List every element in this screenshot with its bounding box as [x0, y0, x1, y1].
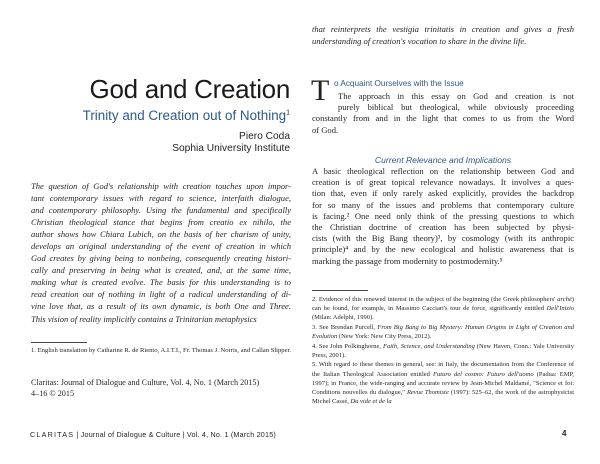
paragraph-line: constantly from and in the light that comes to us from the Word: [312, 113, 574, 124]
abstract-line: author shows how Chiara Lubich, on the basis of her charism of unity,: [31, 229, 291, 240]
journal-citation: [31, 377, 291, 399]
footnote-3: 3. See Brendan Purcell, From Big Bang to Big Mystery: Human Origins in Light of Creation and Evolution (New York: New City Press, 2012).: [312, 323, 574, 340]
paragraph-line: the Christian doctrine of creation has been subjected by physi-: [312, 222, 574, 233]
author-name: Piero Coda: [239, 131, 290, 142]
footer-brand: CLARITAS: [30, 430, 75, 439]
citation-line-2: 4–16 © 2015: [31, 389, 75, 398]
abstract: [31, 180, 291, 325]
footer-journal: Journal of Dialogue & Culture: [80, 430, 181, 439]
paragraph-line: is facing.² One need only think of the pressing questions to which: [312, 210, 574, 221]
footer-separator: |: [182, 430, 185, 439]
abstract-line: Christian theological stance that begins from creatio ex nihilo, the: [31, 217, 291, 228]
paragraph-line: principle)⁴ and by the new ecological and holistic awareness that is: [312, 244, 574, 255]
article-subtitle: [30, 108, 290, 123]
footnote-2: 2. Evidence of this renewed interest in the subject of the beginning (the Greek philosophers' archē) can be found, for example, in Massimo Cacciari's tour de force, significantly entitled Dell'Inizio (Milan: Adelphi, 1990).: [312, 296, 574, 322]
paragraph-line: for so many of the issues and problems that contemporary culture: [312, 199, 574, 210]
abstract-continuation: that reinterprets the vestigia trinitatis in creation and gives a fresh understanding of creation's vocation to share in the divine life.: [312, 24, 574, 46]
citation-line-1: Claritas: Journal of Dialogue and Culture, Vol. 4, No. 1 (March 2015): [31, 378, 260, 387]
footnote-4: 4. See John Polkinghorne, Faith, Science, and Understanding (New Haven, Conn.: Yale University Press, 2001).: [312, 342, 574, 359]
footnote-divider-left: [31, 342, 87, 343]
page-number: 4: [562, 429, 567, 438]
footnotes-right: [312, 295, 574, 407]
footnote-divider-right: [312, 290, 368, 291]
paragraph-line: of God.: [312, 124, 339, 135]
abstract-line: and contemporary philosophy. Using the fundamental and specifically: [31, 205, 291, 216]
paragraph-line: A basic theological reflection on the relationship between God and: [312, 166, 574, 176]
subsection-title: Current Relevance and Implications: [374, 155, 512, 165]
footer-issue: Vol. 4, No. 1 (March 2015): [186, 430, 276, 439]
body-paragraph: [312, 166, 574, 267]
paragraph-line: purely biblical but theological, while obviously proceeding: [338, 102, 574, 113]
paragraph-line: creation is of great topical relevance nowadays. It involves a ques-: [312, 177, 574, 188]
abstract-line: cally and preserving in being what is created, and, at the same time,: [31, 265, 291, 276]
drop-cap: T: [311, 74, 330, 107]
abstract-line: vine love that, as a result of its own dynamic, is both One and Three.: [31, 301, 291, 312]
abstract-line: tant contemporary issues with regard to science, interfaith dialogue,: [31, 193, 291, 204]
paragraph-line: marking the passage from modernity to postmodernity.⁵: [312, 255, 503, 266]
footnote-left: 1. English translation by Catharine R. de Riento, A.I.T.I., Fr. Thomas J. Norris, and Callan Slipper.: [31, 347, 291, 354]
author-block: [30, 131, 290, 155]
abstract-line: develops an original understanding of the event of creation in which: [31, 241, 291, 252]
abstract-line: The question of God's relationship with creation touches upon impor-: [31, 181, 291, 191]
subtitle-text: Trinity and Creation out of Nothing: [82, 108, 287, 123]
abstract-line: read creation out of nothing in light of a radical understanding of di-: [31, 289, 291, 300]
footer-separator: |: [76, 430, 79, 439]
paragraph-line: cists (with the Big Bang theory)³, by cosmology (with its anthropic: [312, 233, 574, 244]
abstract-line: God creates by giving being to nonbeing, consequently creating histori-: [31, 253, 291, 264]
article-title: God and Creation: [89, 74, 290, 104]
section-title: o Acquaint Ourselves with the Issue: [334, 79, 464, 88]
abstract-line: making what is created evolve. The basis for this understanding is to: [31, 277, 291, 288]
paragraph-line: tion that, even if only rarely asked explicitly, provides the backdrop: [312, 188, 574, 199]
footnote-5: 5. With regard to these themes in general, see: in Italy, the documentation from the Conference of the Italian Theological Association entitled Futuro del cosmo: Futuro dell'uomo (Padua: EMP, 1997); in France, the wide-ranging and accurate review by Jean-Michel Maldamé, "Science et foi: Conditions nouvelles du dialogue," Revue Thomiste (1997): 525–62, the work of the astrophysicist Michel Cassé, Du vide et de la: [312, 361, 575, 405]
subtitle-note-marker: 1: [286, 109, 290, 117]
page-footer: [30, 430, 290, 439]
paragraph-line: The approach in this essay on God and creation is not: [338, 91, 574, 101]
author-affiliation: Sophia University Institute: [172, 143, 290, 154]
abstract-line: This vision of reality implicitly contains a Trinitarian metaphysics: [31, 313, 257, 324]
intro-paragraph: [312, 91, 574, 136]
